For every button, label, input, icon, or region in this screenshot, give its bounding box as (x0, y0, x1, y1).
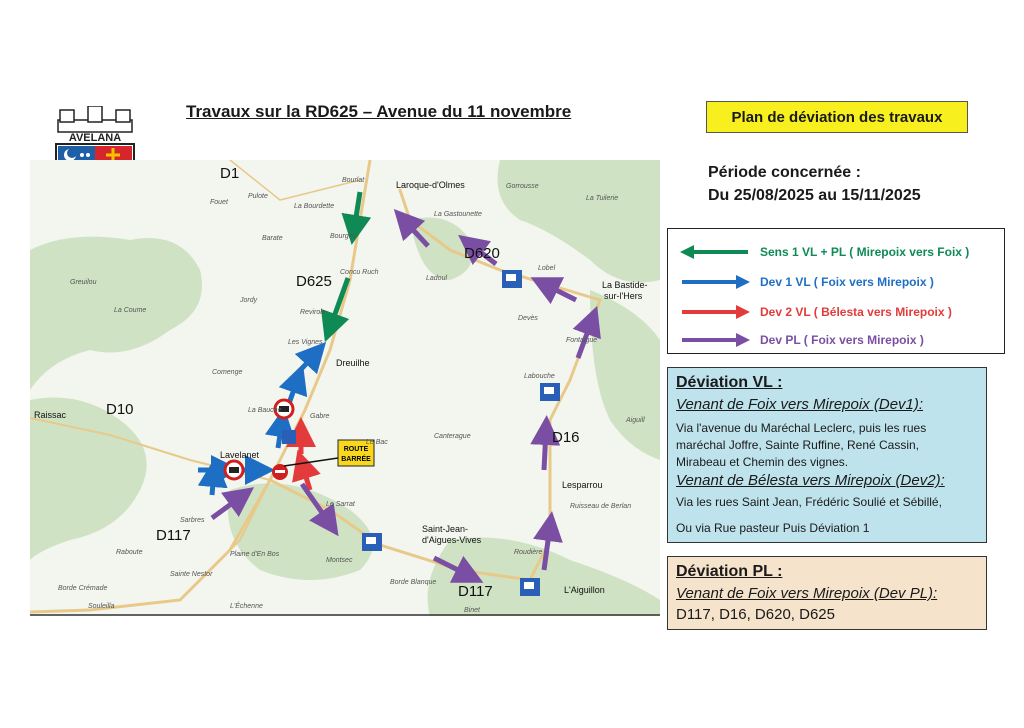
locality-label: Montsec (326, 557, 353, 564)
road-label-d1: D1 (220, 165, 240, 182)
deviation-pl-roads: D117, D16, D620, D625 (676, 606, 835, 623)
locality-label: Souleilla (88, 603, 115, 610)
locality-label: Plaine d'En Bos (230, 551, 280, 558)
castle-crown-icon (58, 106, 132, 132)
deviation-vl-dev1-heading: Venant de Foix vers Mirepoix (Dev1): (676, 396, 924, 413)
place-label: sur-l'Hers (604, 291, 643, 301)
locality-label: Roudière (514, 549, 543, 556)
deviation-vl-dev2-line: Via les rues Saint Jean, Frédéric Soulié et Sébillé, (676, 495, 942, 509)
locality-label: Borde Blanque (390, 579, 437, 586)
legend-item-devpl (668, 331, 1004, 351)
place-label: Dreuilhe (336, 358, 370, 368)
truck-icon (362, 533, 382, 551)
locality-label: Bourlat (342, 177, 365, 184)
legend-label: Dev 1 VL ( Foix vers Mirepoix ) (760, 275, 934, 289)
road-label-d117-left: D117 (156, 527, 191, 544)
locality-label: L'Échenne (230, 603, 263, 610)
place-label: L'Aiguillon (564, 585, 605, 595)
deviation-vl-dev2-heading: Venant de Bélesta vers Mirepoix (Dev2): (676, 472, 945, 489)
period-dates: Du 25/08/2025 au 15/11/2025 (708, 187, 921, 204)
road-label-d620: D620 (464, 245, 500, 262)
locality-label: Aiguill (626, 417, 645, 424)
locality-label: Binet (464, 607, 480, 614)
deviation-map (30, 160, 660, 616)
locality-label: Barate (262, 235, 283, 242)
locality-label: Fontaigue (566, 337, 598, 344)
legend-label: Sens 1 VL + PL ( Mirepoix vers Foix ) (760, 245, 970, 259)
place-label: Lavelanet (220, 450, 260, 460)
place-label: d'Aigues-Vives (422, 535, 482, 545)
locality-label: Bourges (330, 233, 357, 240)
coat-town-name: AVELANA (68, 132, 122, 144)
locality-label: Labouche (524, 373, 555, 380)
locality-label: La Gastounette (434, 211, 482, 218)
locality-label: Borde Crémade (58, 585, 108, 592)
red-arrow-icon (680, 305, 750, 319)
place-label: La Bastide- (602, 280, 648, 290)
truck-icon (502, 270, 522, 288)
road-label-d625: D625 (296, 273, 332, 290)
locality-label: Ruisseau de Berlan (570, 503, 632, 510)
road-label-d117-right: D117 (458, 583, 493, 600)
period-label: Période concernée : (708, 164, 861, 181)
deviation-vl-box (667, 367, 987, 543)
place-label: Raissac (34, 410, 67, 420)
purple-arrow-icon (680, 333, 750, 347)
deviation-pl-box (667, 556, 987, 630)
locality-label: Fouet (210, 199, 228, 206)
locality-label: La Bourdette (294, 203, 335, 210)
locality-label: La Bauche (248, 407, 282, 414)
locality-label: La Tuilerie (586, 195, 619, 202)
road-closed-sign-line2: BARRÉE (341, 456, 371, 463)
locality-label: Gabre (310, 413, 330, 420)
locality-label: Raboute (116, 549, 143, 556)
locality-label: Les Vignes (288, 339, 323, 346)
deviation-pl-title: Déviation PL : (676, 563, 783, 580)
green-arrow-icon (680, 245, 750, 259)
locality-label: Jordy (240, 297, 258, 304)
legend-item-dev1 (668, 273, 1004, 293)
locality-label: Concu Ruch (340, 269, 379, 276)
locality-label: Ladoul (426, 275, 448, 282)
locality-label: Sarbres (180, 517, 205, 524)
legend-label: Dev 2 VL ( Bélesta vers Mirepoix ) (760, 305, 952, 319)
truck-icon (540, 383, 560, 401)
legend-item-sens1 (668, 243, 1004, 263)
legend-label: Dev PL ( Foix vers Mirepoix ) (760, 333, 924, 347)
road-label-d10: D10 (106, 401, 134, 418)
locality-label: Pulote (248, 193, 268, 200)
locality-label: La Coume (114, 307, 147, 314)
page-title: Travaux sur la RD625 – Avenue du 11 novembre (186, 102, 572, 121)
place-label: Lesparrou (562, 480, 603, 490)
plan-badge: Plan de déviation des travaux (706, 101, 968, 133)
locality-label: Devès (518, 315, 538, 322)
locality-label: Gorrousse (506, 183, 539, 190)
road-label-d16: D16 (552, 429, 580, 446)
no-trucks-sign-icon (225, 461, 243, 479)
locality-label: Greuilou (70, 279, 97, 286)
truck-icon (520, 578, 540, 596)
detour-sign-icon (282, 430, 296, 444)
deviation-vl-title: Déviation VL : (676, 374, 783, 391)
road-closed-sign-line1: ROUTE (343, 446, 369, 453)
locality-label: Le Sarrat (326, 501, 355, 508)
locality-label: Sainte Nestor (170, 571, 213, 578)
locality-label: Le Bac (366, 439, 388, 446)
deviation-vl-dev1-line: Via l'avenue du Maréchal Leclerc, puis les rues (676, 421, 927, 435)
deviation-vl-alt-line: Ou via Rue pasteur Puis Déviation 1 (676, 521, 870, 535)
place-label: Saint-Jean- (422, 524, 469, 534)
map-legend (667, 228, 1005, 354)
locality-label: Lobel (538, 265, 556, 272)
place-label: Laroque-d'Olmes (396, 180, 465, 190)
locality-label: Canterague (434, 433, 471, 440)
legend-item-dev2 (668, 303, 1004, 323)
deviation-vl-dev1-line: Mirabeau et Chemin des vignes. (676, 455, 849, 469)
locality-label: Comenge (212, 369, 243, 376)
deviation-vl-dev1-line: maréchal Joffre, Sainte Ruffine, René Cassin, (676, 438, 920, 452)
blue-arrow-icon (680, 275, 750, 289)
deviation-pl-heading: Venant de Foix vers Mirepoix (Dev PL): (676, 585, 938, 602)
locality-label: Revirole (300, 309, 326, 316)
